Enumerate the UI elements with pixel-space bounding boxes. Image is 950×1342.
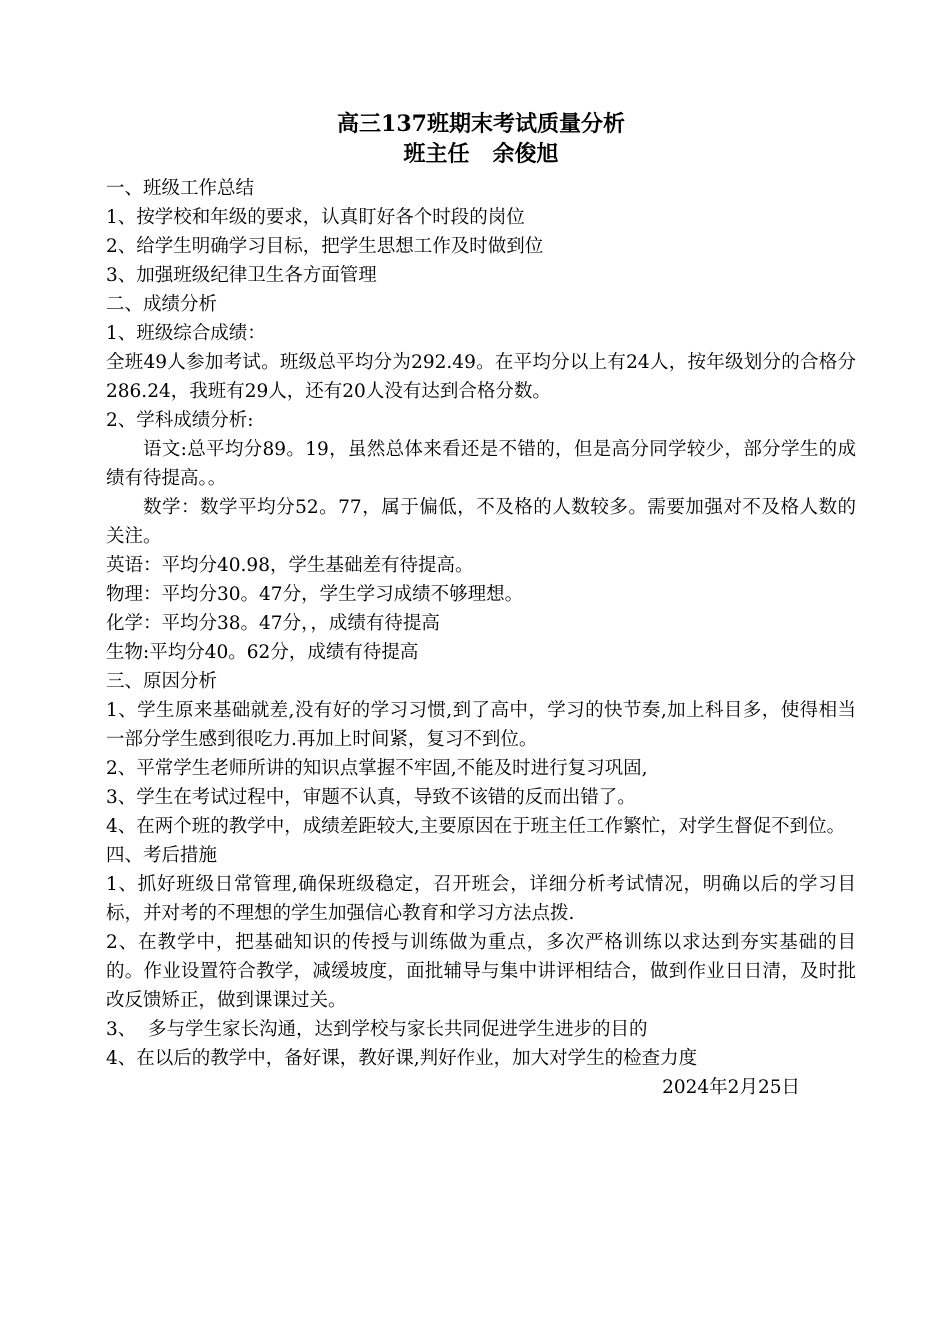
list-item: 2、给学生明确学习目标，把学生思想工作及时做到位 bbox=[106, 236, 544, 257]
list-item: 4、在两个班的教学中，成绩差距较大,主要原因在于班主任工作繁忙，对学生督促不到位。 bbox=[106, 816, 846, 837]
list-item: 3、加强班级纪律卫生各方面管理 bbox=[106, 265, 377, 286]
list-item: 4、在以后的教学中，备好课，教好课,判好作业，加大对学生的检查力度 bbox=[106, 1048, 698, 1069]
subject-chinese: 语文:总平均分89。19，虽然总体来看还是不错的，但是高分同学较少，部分学生的成绩有待提高。。 bbox=[106, 439, 856, 489]
document-date: 2024年2月25日 bbox=[662, 1077, 800, 1098]
section-heading-scores: 二、成绩分析 bbox=[106, 294, 218, 315]
section-heading-causes: 三、原因分析 bbox=[106, 671, 218, 692]
list-item: 1、按学校和年级的要求，认真盯好各个时段的岗位 bbox=[106, 207, 525, 228]
subject-math: 数学：数学平均分52。77，属于偏低，不及格的人数较多。需要加强对不及格人数的关注。 bbox=[106, 497, 856, 547]
author-line: 班主任 余俊旭 bbox=[403, 141, 559, 167]
subheading-overall-score: 1、班级综合成绩： bbox=[106, 323, 266, 344]
list-item: 1、学生原来基础就差,没有好的学习习惯,到了高中，学习的快节奏,加上科目多，使得相当一部分学生感到很吃力.再加上时间紧，复习不到位。 bbox=[106, 700, 856, 750]
list-item: 2、平常学生老师所讲的知识点掌握不牢固,不能及时进行复习巩固, bbox=[106, 758, 648, 779]
subject-physics: 物理：平均分30。47分，学生学习成绩不够理想。 bbox=[106, 584, 524, 605]
list-item: 3、 多与学生家长沟通，达到学校与家长共同促进学生进步的目的 bbox=[106, 1019, 648, 1040]
overall-score-text: 全班49人参加考试。班级总平均分为292.49。在平均分以上有24人，按年级划分的合格分286.24，我班有29人，还有20人没有达到合格分数。 bbox=[106, 352, 856, 402]
section-heading-measures: 四、考后措施 bbox=[106, 845, 218, 866]
subject-chemistry: 化学：平均分38。47分，，成绩有待提高 bbox=[106, 613, 440, 634]
document-body bbox=[106, 174, 856, 1102]
list-item: 2、在教学中，把基础知识的传授与训练做为重点，多次严格训练以求达到夯实基础的目的。作业设置符合教学，减缓坡度，面批辅导与集中讲评相结合，做到作业日日清，及时批改反馈矫正，做到课课过关。 bbox=[106, 932, 856, 1011]
document-page bbox=[106, 108, 856, 1102]
section-heading-summary: 一、班级工作总结 bbox=[106, 178, 255, 199]
list-item: 3、学生在考试过程中，审题不认真，导致不该错的反而出错了。 bbox=[106, 787, 636, 808]
subject-biology: 生物:平均分40。62分，成绩有待提高 bbox=[106, 642, 419, 663]
subject-english: 英语：平均分40.98，学生基础差有待提高。 bbox=[106, 555, 474, 576]
list-item: 1、抓好班级日常管理,确保班级稳定，召开班会，详细分析考试情况，明确以后的学习目标，并对考的不理想的学生加强信心教育和学习方法点拨. bbox=[106, 874, 856, 924]
subheading-subject-score: 2、学科成绩分析: bbox=[106, 410, 254, 431]
document-title: 高三137班期末考试质量分析 bbox=[337, 111, 625, 137]
